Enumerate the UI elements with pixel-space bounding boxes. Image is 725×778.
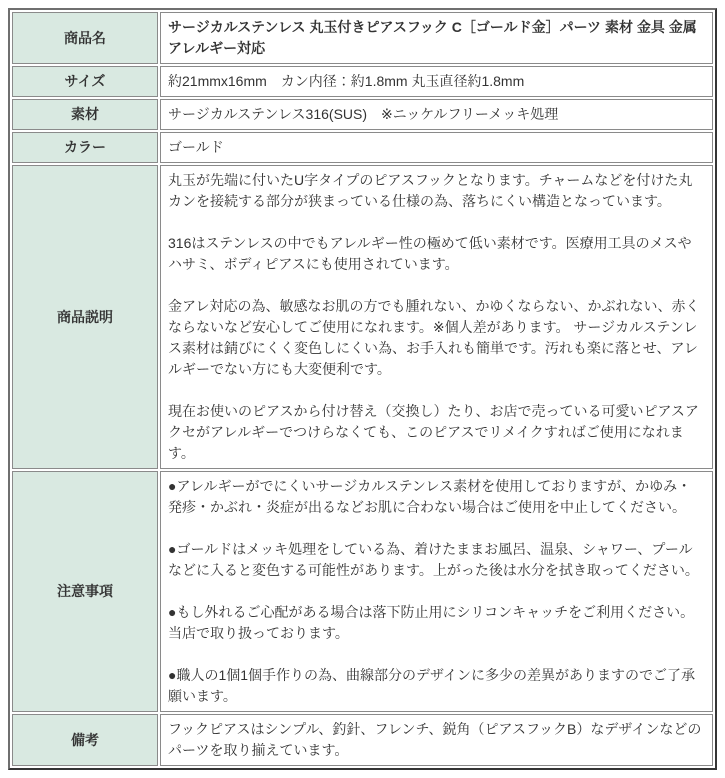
caution-paragraph: ●もし外れるご心配がある場合は落下防止用にシリコンキャッチをご利用ください。当店で取り扱っております。 — [168, 604, 695, 641]
row-color — [12, 132, 713, 163]
size-text: 約21mmx16mm カン内径：約1.8mm 丸玉直径約1.8mm — [168, 73, 525, 89]
row-size — [12, 66, 713, 97]
row-cautions — [12, 471, 713, 712]
value-remarks — [160, 714, 713, 766]
value-description — [160, 165, 713, 469]
row-description — [12, 165, 713, 469]
value-material — [160, 99, 713, 130]
header-remarks: 備考 — [12, 714, 158, 766]
caution-paragraph: ●ゴールドはメッキ処理をしている為、着けたままお風呂、温泉、シャワー、プールなどに入ると変色する可能性があります。上がった後は水分を拭き取ってください。 — [168, 541, 699, 578]
caution-paragraph: ●職人の1個1個手作りの為、曲線部分のデザインに多少の差異がありますのでご了承願います。 — [168, 667, 696, 704]
product-spec-table — [8, 8, 717, 770]
description-paragraph: 丸玉が先端に付いたU字タイプのピアスフックとなります。チャームなどを付けた丸カンを接続する部分が狭まっている仕様の為、落ちにくい構造となっています。 — [168, 172, 693, 209]
header-size: サイズ — [12, 66, 158, 97]
value-cautions — [160, 471, 713, 712]
description-paragraph: 現在お使いのピアスから付け替え（交換し）たり、お店で売っている可愛いピアスアクセがアレルギーでつけらなくても、このピアスでリメイクすればご使用になれます。 — [168, 403, 699, 461]
header-material: 素材 — [12, 99, 158, 130]
header-description: 商品説明 — [12, 165, 158, 469]
material-text: サージカルステンレス316(SUS) ※ニッケルフリーメッキ処理 — [168, 106, 559, 122]
header-color: カラー — [12, 132, 158, 163]
header-product-name: 商品名 — [12, 12, 158, 64]
color-text: ゴールド — [168, 139, 224, 155]
row-remarks — [12, 714, 713, 766]
description-paragraph: 316はステンレスの中でもアレルギー性の極めて低い素材です。医療用工具のメスやハサミ、ボディピアスにも使用されています。 — [168, 235, 692, 272]
value-color — [160, 132, 713, 163]
value-size — [160, 66, 713, 97]
description-paragraph: 金アレ対応の為、敏感なお肌の方でも腫れない、かゆくならない、かぶれない、赤くならないなど安心してご使用になれます。※個人差があります。 サージカルステンレス素材は錆びにくく変色しにくい為、お手入れも簡単です。汚れも楽に落とせ、アレルギーでない方にも大変便利です。 — [168, 298, 700, 377]
row-material — [12, 99, 713, 130]
product-name-text: サージカルステンレス 丸玉付きピアスフック C［ゴールド金］パーツ 素材 金具 金属アレルギー対応 — [168, 19, 697, 56]
caution-paragraph: ●アレルギーがでにくいサージカルステンレス素材を使用しておりますが、かゆみ・発疹・かぶれ・炎症が出るなどお肌に合わない場合はご使用を中止してください。 — [168, 478, 692, 515]
remarks-text: フックピアスはシンプル、釣針、フレンチ、鋭角（ピアスフックB）なデザインなどのパーツを取り揃えています。 — [168, 721, 702, 758]
row-product-name — [12, 12, 713, 64]
header-cautions: 注意事項 — [12, 471, 158, 712]
value-product-name — [160, 12, 713, 64]
